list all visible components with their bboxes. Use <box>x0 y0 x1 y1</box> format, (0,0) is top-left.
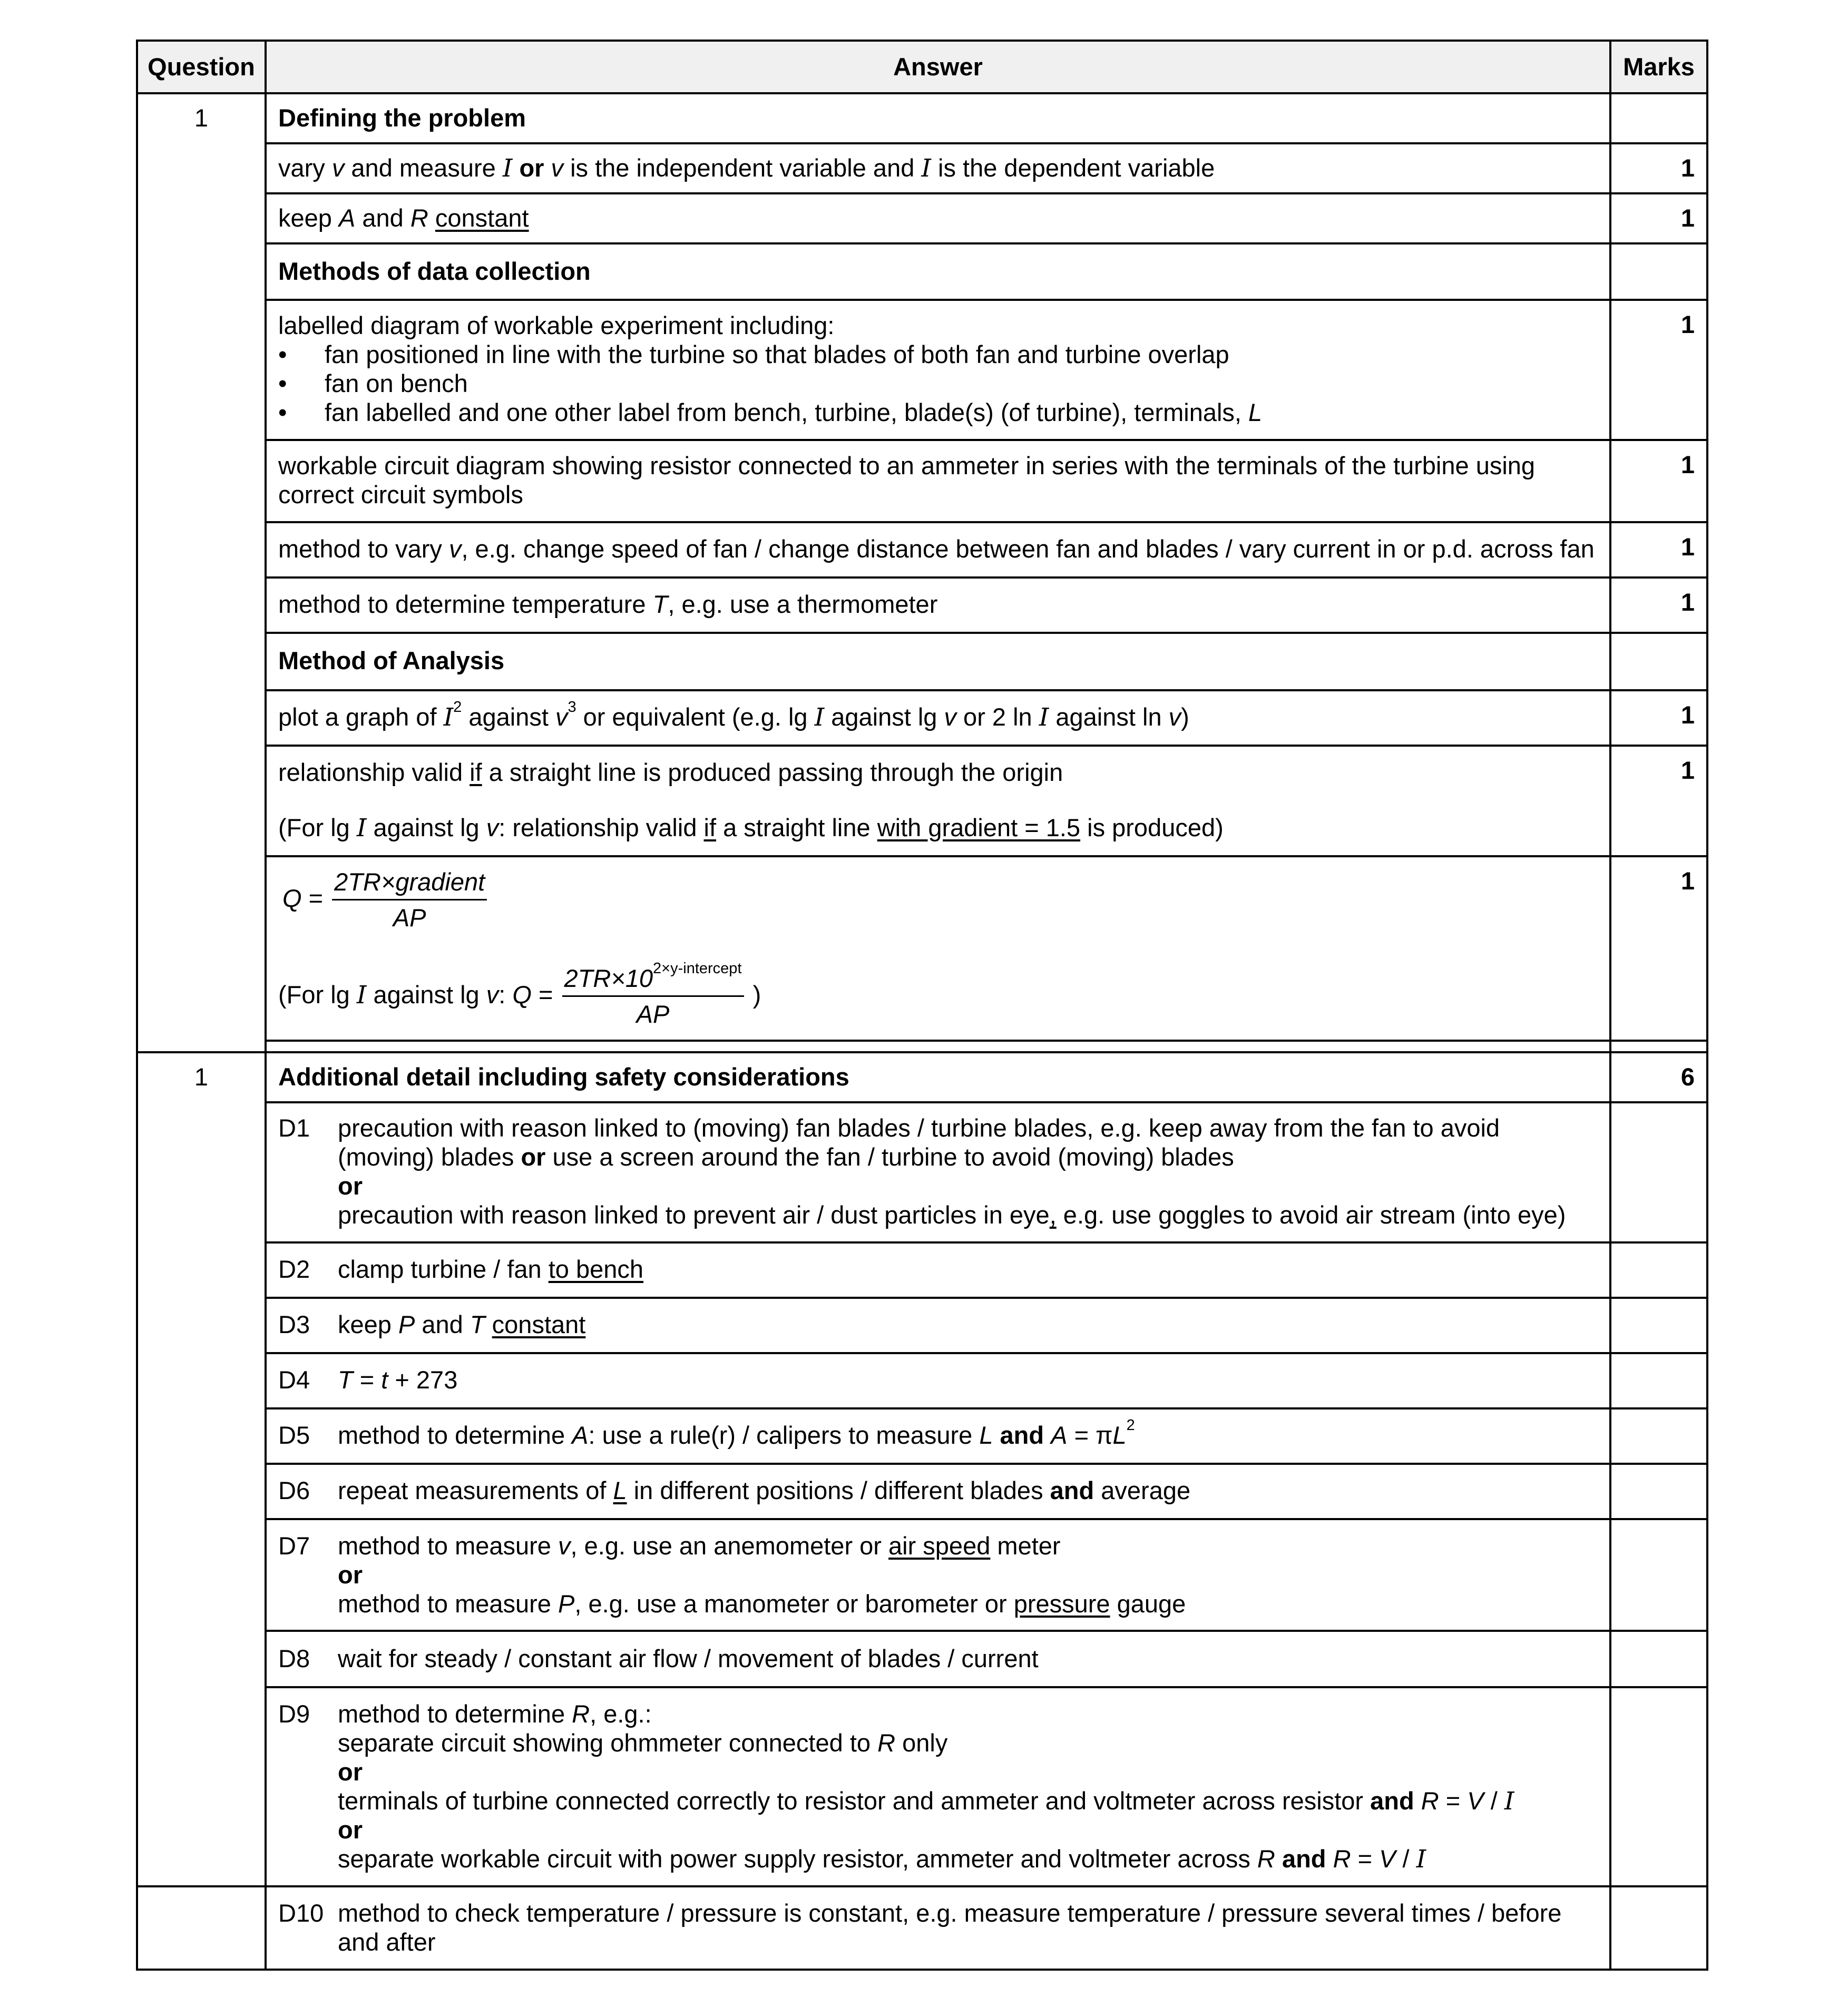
vary-row <box>137 143 1707 193</box>
d4-answer: D4 T = t + 273 <box>266 1353 1610 1408</box>
marks-cell <box>1610 1886 1707 1970</box>
q-alt-formula: (For lg I against lg v: Q = $\frac{2TR\times 10^{2\times y-intercept}}{AP}$ ) <box>278 960 761 1028</box>
marks-cell <box>1610 1102 1707 1242</box>
bullet-icon: • <box>278 398 287 426</box>
q-mark: 1 <box>1610 856 1707 1041</box>
bullet-item: • fan labelled and one other label from bench, turbine, blade(s) (of turbine), terminals, L <box>278 398 1263 426</box>
circuit-answer: workable circuit diagram showing resistor connected to an ammeter in series with the terminals of the turbine using correct circuit symbols <box>266 440 1610 522</box>
d5-answer: D5 method to determine A: use a rule(r) / calipers to measure L and $A = \pi L^2$ <box>266 1408 1610 1464</box>
plot-row <box>137 690 1707 746</box>
q-fraction: $\frac{\text{2TR×gradient}}{AP}$ <box>332 868 487 933</box>
bullet-icon: • <box>278 340 287 368</box>
diagram-intro: labelled diagram of workable experiment including: <box>278 311 835 339</box>
additional-row <box>137 1052 1707 1102</box>
diagram-row <box>137 300 1707 440</box>
defining-heading: Defining the problem <box>266 93 1610 143</box>
plot-answer: plot a graph of $I^2$ against $v^3$ or equivalent (e.g. lg I against lg v or 2 ln I against ln v) <box>266 690 1610 746</box>
marks-cell <box>1610 243 1707 300</box>
d9-row <box>137 1687 1707 1886</box>
bullet-icon: • <box>278 369 287 397</box>
diagram-mark: 1 <box>1610 300 1707 440</box>
diagram-answer <box>266 300 1610 440</box>
marks-cell <box>1610 1631 1707 1687</box>
section-divider <box>137 1041 1707 1052</box>
d2-row <box>137 1242 1707 1298</box>
question-number-text: 1 <box>194 104 209 132</box>
bullet-item: • fan positioned in line with the turbine so that blades of both fan and turbine overlap <box>278 340 1229 368</box>
d10-answer: D10 method to check temperature / pressure is constant, e.g. measure temperature / pressure several times / before and after <box>266 1886 1610 1970</box>
mark-scheme-table <box>136 40 1708 1971</box>
d3-answer: D3 keep P and T constant <box>266 1298 1610 1353</box>
method-v-mark: 1 <box>1610 522 1707 577</box>
q-row <box>137 856 1707 1041</box>
marks-header: Marks <box>1610 41 1707 93</box>
analysis-heading: Method of Analysis <box>266 633 1610 690</box>
marks-cell <box>1610 1687 1707 1886</box>
defining-row <box>137 93 1707 143</box>
valid-row <box>137 746 1707 856</box>
keep-mark: 1 <box>1610 193 1707 243</box>
marks-cell <box>1610 1242 1707 1298</box>
method-v-answer: method to vary v, e.g. change speed of fan / change distance between fan and blades / vary current in or p.d. across fan <box>266 522 1610 577</box>
marks-cell <box>1610 1464 1707 1519</box>
temp-row <box>137 577 1707 633</box>
method-v-row <box>137 522 1707 577</box>
question-number-2 <box>137 1052 266 1887</box>
header-row <box>137 41 1707 93</box>
vary-answer: vary v and measure I or v is the independent variable and I is the dependent variable <box>266 143 1610 193</box>
marks-cell <box>1610 633 1707 690</box>
marks-cell <box>1610 93 1707 143</box>
d2-answer: D2 clamp turbine / fan to bench <box>266 1242 1610 1298</box>
analysis-row <box>137 633 1707 690</box>
marks-cell <box>1610 1298 1707 1353</box>
d9-answer: D9 method to determine R, e.g.: separate circuit showing ohmmeter connected to R only or terminals of turbine connected correctly to resistor and ammeter and voltmeter across resistor and R = V / I or separate workable circuit with power supply resistor, ammeter and voltmeter across R and R = V / I <box>266 1687 1610 1886</box>
q-formula: Q = $\frac{\text{2TR×gradient}}{AP}$ <box>278 868 1598 933</box>
keep-answer: keep A and R constant <box>266 193 1610 243</box>
circuit-row <box>137 440 1707 522</box>
q-alt-fraction: $\frac{2TR\times 10^{2\times y-intercept}}{AP}$ <box>562 964 744 1029</box>
d6-answer: D6 repeat measurements of L in different positions / different blades and average <box>266 1464 1610 1519</box>
temp-answer: method to determine temperature T, e.g. use a thermometer <box>266 577 1610 633</box>
valid-answer <box>266 746 1610 856</box>
valid-line: relationship valid if a straight line is produced passing through the origin <box>278 758 1063 786</box>
additional-heading: Additional detail including safety considerations <box>266 1052 1610 1102</box>
marks-cell <box>1610 1519 1707 1631</box>
d4-row <box>137 1353 1707 1408</box>
valid-mark: 1 <box>1610 746 1707 856</box>
question-header: Question <box>137 41 266 93</box>
marks-cell <box>1610 1353 1707 1408</box>
d3-row <box>137 1298 1707 1353</box>
d7-row <box>137 1519 1707 1631</box>
additional-mark: 6 <box>1610 1052 1707 1102</box>
marks-cell <box>1610 1408 1707 1464</box>
circuit-mark: 1 <box>1610 440 1707 522</box>
methods-heading: Methods of data collection <box>266 243 1610 300</box>
d7-answer: D7 method to measure v, e.g. use an anemometer or air speed meter or method to measure P, e.g. use a manometer or barometer or pressure gauge <box>266 1519 1610 1631</box>
d8-answer: D8 wait for steady / constant air flow / movement of blades / current <box>266 1631 1610 1687</box>
q-answer <box>266 856 1610 1041</box>
d10-row <box>137 1886 1707 1970</box>
valid-alt-line: (For lg I against lg v: relationship valid if a straight line with gradient = 1.5 is produced) <box>278 813 1224 843</box>
bullet-item: • fan on bench <box>278 369 468 397</box>
d1-answer: D1 precaution with reason linked to (moving) fan blades / turbine blades, e.g. keep away from the fan to avoid (moving) blades or use a screen around the fan / turbine to avoid (moving) blades or precaution with reason linked to prevent air / dust particles in eye, e.g. use goggles to avoid air stream (into eye) <box>266 1102 1610 1242</box>
question-cell-empty <box>137 1886 266 1970</box>
temp-mark: 1 <box>1610 577 1707 633</box>
d1-row <box>137 1102 1707 1242</box>
d5-row <box>137 1408 1707 1464</box>
question-number-text: 1 <box>194 1062 209 1091</box>
question-number <box>137 93 266 1052</box>
answer-header: Answer <box>266 41 1610 93</box>
vary-mark: 1 <box>1610 143 1707 193</box>
methods-row <box>137 243 1707 300</box>
plot-mark: 1 <box>1610 690 1707 746</box>
d6-row <box>137 1464 1707 1519</box>
keep-row <box>137 193 1707 243</box>
d8-row <box>137 1631 1707 1687</box>
